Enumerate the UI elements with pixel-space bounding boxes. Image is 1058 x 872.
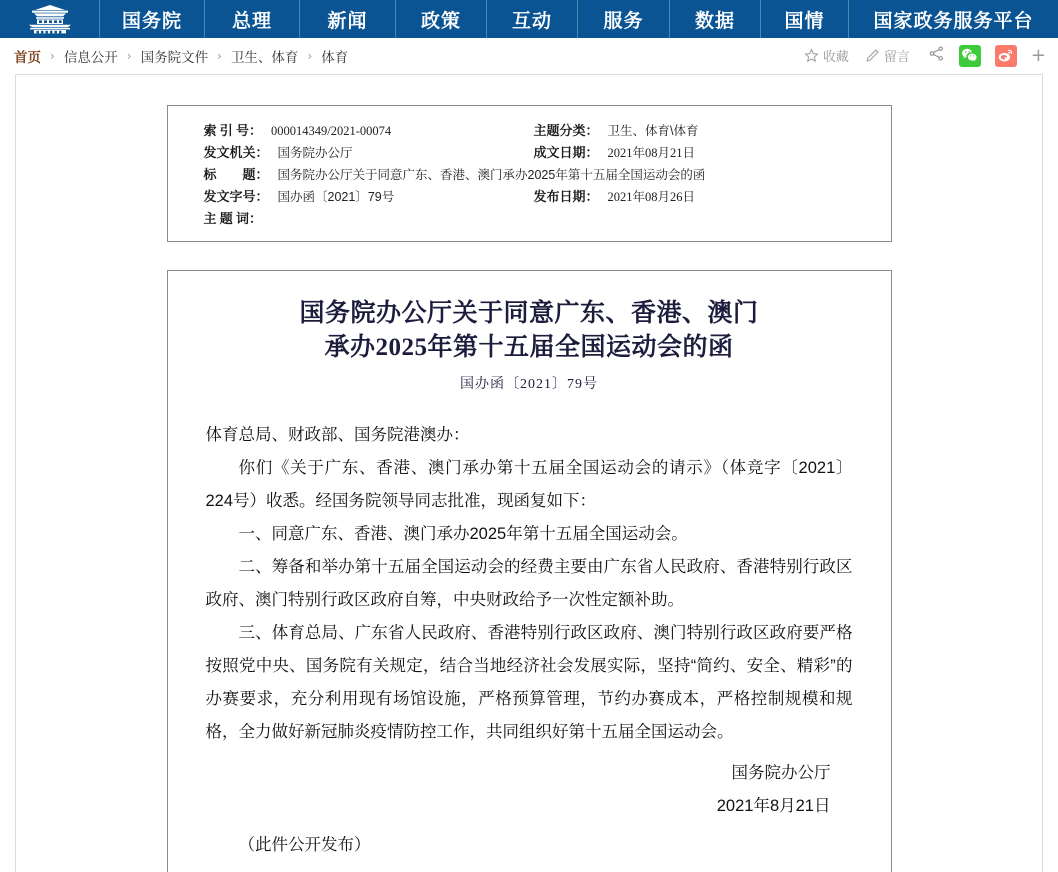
top-navigation-bar [0, 0, 1058, 38]
document-salutation: 体育总局、财政部、国务院港澳办： [205, 426, 470, 444]
metadata-label-topic-category: 主题分类： [533, 123, 599, 138]
metadata-row-document-number [168, 186, 891, 208]
metadata-value-index-number: 000014349/2021-00074 [271, 124, 392, 138]
document-content-box [167, 270, 892, 872]
nav-item-xinwen[interactable]: 新闻 [300, 0, 396, 38]
message-label: 留言 [883, 49, 910, 64]
signature-date: 2021年8月21日 [716, 797, 831, 815]
document-title [206, 297, 853, 365]
document-number: 国办函〔2021〕79号 [460, 377, 598, 392]
nav-item-government-service-platform[interactable]: 国家政务服务平台 [873, 10, 1034, 32]
nav-item-zongli[interactable]: 总理 [205, 0, 300, 38]
metadata-row-keywords [168, 208, 891, 229]
metadata-label-title: 标 题： [203, 167, 269, 182]
nav-item-guowuyuan[interactable]: 国务院 [100, 0, 205, 38]
document-paragraph-1: 你们《关于广东、香港、澳门承办第十五届全国运动会的请示》（体竞字〔2021〕224号）收悉。经国务院领导同志批准，现函复如下： [205, 459, 853, 510]
breadcrumb-separator-icon: › [217, 48, 222, 63]
document-metadata-table [167, 105, 892, 242]
metadata-value-issuing-agency: 国务院办公厅 [277, 146, 353, 160]
metadata-value-topic-category: 卫生、体育\体育 [607, 124, 699, 138]
metadata-label-written-date: 成文日期： [533, 145, 599, 160]
metadata-value-publish-date: 2021年08月26日 [607, 190, 696, 204]
favorite-button[interactable] [804, 46, 849, 65]
nav-item-zhengce[interactable]: 政策 [396, 0, 487, 38]
breadcrumb-item-health-sports[interactable]: 卫生、体育 [230, 49, 299, 65]
metadata-row-title [168, 164, 891, 186]
wechat-icon[interactable] [959, 45, 981, 67]
document-paragraph-3: 二、筹备和举办第十五届全国运动会的经费主要由广东省人民政府、香港特别行政区政府、澳门特别行政区政府自筹，中央财政给予一次性定额补助。 [205, 558, 853, 609]
breadcrumb-bar [0, 38, 1058, 74]
breadcrumb-separator-icon: › [307, 48, 313, 63]
star-icon [804, 48, 819, 63]
action-toolbar [788, 45, 1046, 67]
weibo-icon[interactable] [995, 45, 1017, 67]
metadata-row-index [168, 120, 891, 142]
share-icon[interactable] [928, 45, 945, 67]
breadcrumb-item-state-council-documents[interactable]: 国务院文件 [140, 49, 209, 65]
metadata-label-keywords: 主 题 词： [203, 211, 263, 226]
nav-item-guoqing[interactable]: 国情 [761, 0, 849, 38]
favorite-label: 收藏 [822, 49, 849, 64]
metadata-row-issuing-agency [168, 142, 891, 164]
document-body [206, 419, 853, 749]
metadata-value-written-date: 2021年08月21日 [607, 146, 696, 160]
metadata-label-publish-date: 发布日期： [533, 189, 599, 204]
nav-item-hudong[interactable]: 互动 [487, 0, 578, 38]
breadcrumb-item-sports[interactable]: 体育 [321, 49, 349, 65]
metadata-label-index-number: 索 引 号： [203, 123, 263, 138]
document-title-line-1: 国务院办公厅关于同意广东、香港、澳门 [299, 300, 759, 327]
metadata-label-issuing-agency: 发文机关： [203, 145, 269, 160]
article-page-card [15, 74, 1043, 872]
gov-emblem-icon[interactable] [0, 0, 100, 38]
publish-note: （此件公开发布） [238, 836, 371, 854]
breadcrumb-item-home[interactable]: 首页 [14, 49, 41, 65]
document-signature [206, 757, 853, 823]
breadcrumb-separator-icon: › [50, 48, 55, 63]
document-title-line-2: 承办2025年第十五届全国运动会的函 [324, 334, 734, 361]
breadcrumb-item-information-disclosure[interactable]: 信息公开 [63, 49, 118, 65]
breadcrumb-separator-icon: › [126, 48, 132, 63]
message-button[interactable] [865, 46, 910, 65]
breadcrumb [14, 46, 348, 66]
metadata-value-title: 国务院办公厅关于同意广东、香港、澳门承办2025年第十五届全国运动会的函 [277, 168, 706, 182]
nav-item-fuwu[interactable]: 服务 [578, 0, 670, 38]
metadata-label-document-number: 发文字号： [203, 189, 269, 204]
signature-organization: 国务院办公厅 [731, 764, 831, 782]
document-paragraph-2: 一、同意广东、香港、澳门承办2025年第十五届全国运动会。 [238, 525, 688, 543]
nav-item-shuju[interactable]: 数据 [670, 0, 761, 38]
metadata-value-document-number: 国办函〔2021〕79号 [277, 190, 395, 204]
pencil-icon [865, 48, 880, 63]
document-paragraph-4: 三、体育总局、广东省人民政府、香港特别行政区政府、澳门特别行政区政府要严格按照党中央、国务院有关规定，结合当地经济社会发展实际，坚持“简约、安全、精彩”的办赛要求，充分利用现有场馆设施，严格预算管理，节约办赛成本，严格控制规模和规格，全力做好新冠肺炎疫情防控工作，共同组织好第十五届全国运动会。 [205, 624, 853, 741]
more-share-button[interactable]: + [1030, 44, 1046, 66]
